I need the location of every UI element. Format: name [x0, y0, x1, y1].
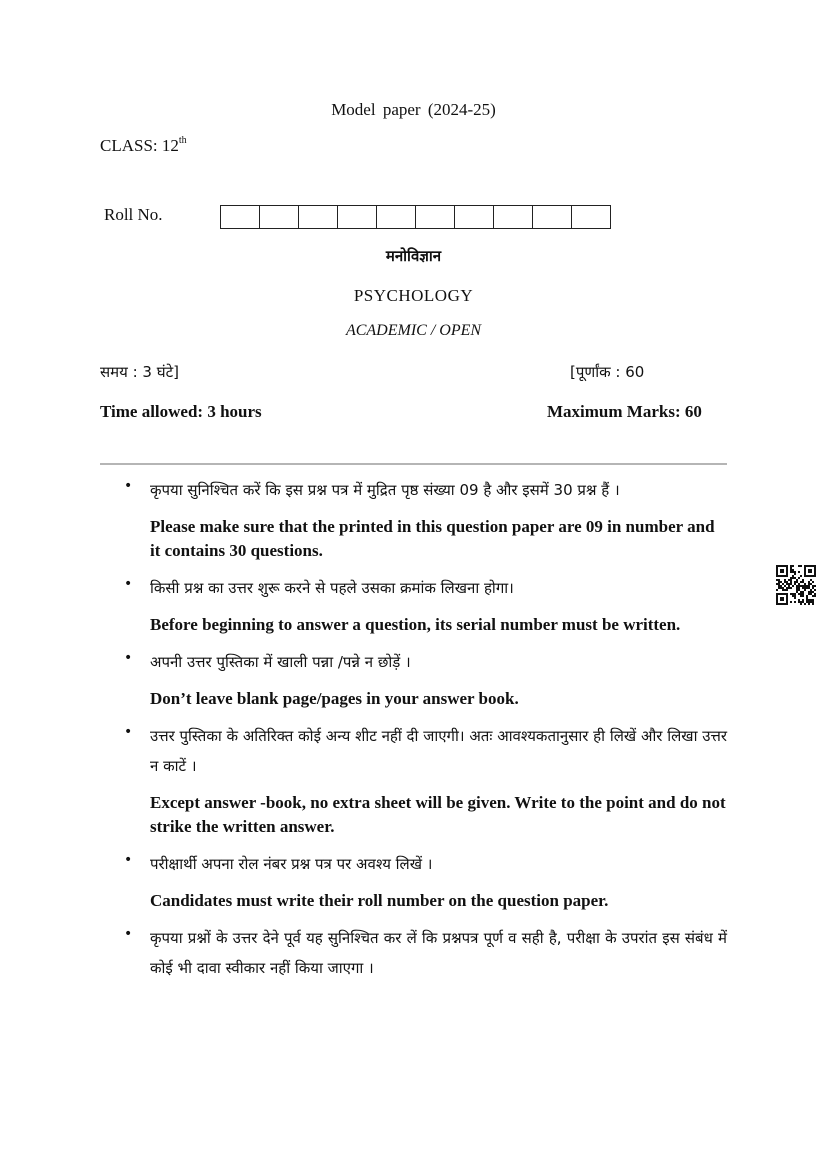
roll-digit-box[interactable]	[377, 205, 416, 229]
class-label	[100, 135, 187, 156]
instruction-english: Before beginning to answer a question, its serial number must be written.	[150, 615, 681, 634]
instruction-item	[100, 923, 727, 983]
instruction-english: Candidates must write their roll number on the question paper.	[150, 891, 609, 910]
maximum-marks: Maximum Marks: 60	[547, 402, 702, 421]
roll-digit-box[interactable]	[533, 205, 572, 229]
instructions-list	[100, 475, 727, 983]
roll-digit-box[interactable]	[455, 205, 494, 229]
instruction-hindi: उत्तर पुस्तिका के अतिरिक्त कोई अन्य शीट नहीं दी जाएगी। अतः आवश्यकतानुसार ही लिखें और लिखा उत्तर न काटें ।	[150, 727, 727, 775]
instruction-hindi: कृपया सुनिश्चित करें कि इस प्रश्न पत्र में मुद्रित पृष्ठ संख्या 09 है और इसमें 30 प्रश्न हैं ।	[150, 481, 620, 499]
instruction-item	[100, 721, 727, 839]
bullet-icon: •	[124, 724, 133, 740]
roll-digit-box[interactable]	[338, 205, 377, 229]
bullet-icon: •	[124, 478, 133, 494]
time-allowed: Time allowed: 3 hours	[100, 402, 262, 421]
roll-no-label: Roll No.	[104, 205, 163, 224]
instruction-item	[100, 647, 727, 711]
roll-digit-box[interactable]	[494, 205, 533, 229]
time-hindi: समय : 3 घंटे]	[100, 363, 179, 381]
instruction-english: Except answer -book, no extra sheet will be given. Write to the point and do not strike the written answer.	[150, 793, 726, 836]
roll-digit-box[interactable]	[572, 205, 611, 229]
instruction-hindi: परीक्षार्थी अपना रोल नंबर प्रश्न पत्र पर अवश्य लिखें ।	[150, 855, 433, 873]
bullet-icon: •	[124, 576, 133, 592]
roll-digit-box[interactable]	[220, 205, 260, 229]
bullet-icon: •	[124, 852, 133, 868]
class-superscript: th	[178, 135, 187, 146]
marks-hindi: [पूर्णांक : 60	[570, 363, 645, 381]
roll-number-boxes[interactable]	[220, 205, 611, 229]
instruction-english: Don’t leave blank page/pages in your answer book.	[150, 689, 519, 708]
instruction-english: Please make sure that the printed in this question paper are 09 in number and it contains 30 questions.	[150, 517, 715, 560]
bullet-icon: •	[124, 926, 133, 942]
paper-title: Model paper (2024-25)	[331, 100, 496, 119]
instruction-hindi: अपनी उत्तर पुस्तिका में खाली पन्ना /पन्ने न छोड़ें ।	[150, 653, 411, 671]
instruction-item	[100, 573, 727, 637]
subject-hindi: मनोविज्ञान	[385, 247, 442, 265]
roll-digit-box[interactable]	[416, 205, 455, 229]
instruction-item	[100, 475, 727, 563]
bullet-icon: •	[124, 650, 133, 666]
divider	[100, 463, 727, 465]
instruction-hindi: कृपया प्रश्नों के उत्तर देने पूर्व यह सुनिश्चित कर लें कि प्रश्नपत्र पूर्ण व सही है, परीक्षा के उपरांत इस संबंध में कोई भी दावा स्वीकार नहीं किया जाएगा ।	[150, 929, 727, 977]
instruction-hindi: किसी प्रश्न का उत्तर शुरू करने से पहले उसका क्रमांक लिखना होगा।	[150, 579, 514, 597]
instruction-item	[100, 849, 727, 913]
roll-digit-box[interactable]	[299, 205, 338, 229]
roll-digit-box[interactable]	[260, 205, 299, 229]
exam-mode: ACADEMIC / OPEN	[345, 322, 482, 339]
subject-english: PSYCHOLOGY	[353, 286, 474, 305]
class-text: CLASS: 12	[100, 136, 179, 155]
qr-code-icon	[776, 565, 816, 605]
